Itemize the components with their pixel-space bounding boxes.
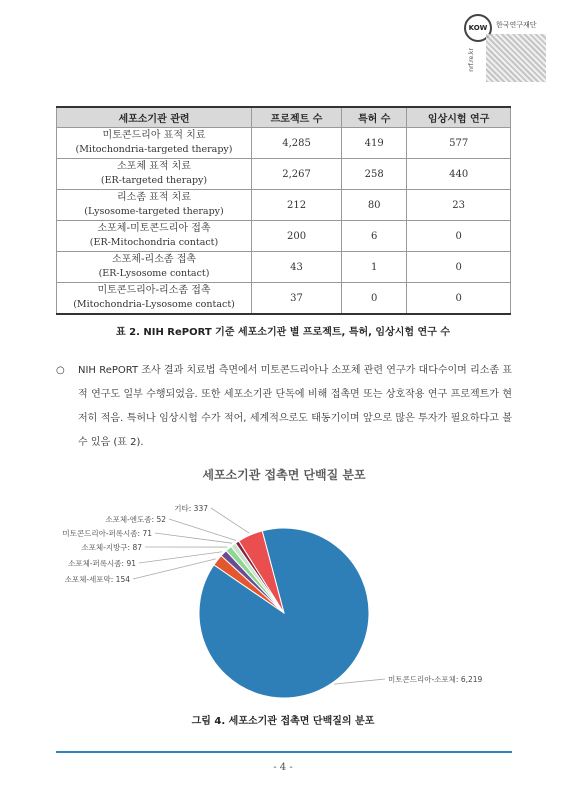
organelle-table xyxy=(56,106,511,315)
patents-cell: 0 xyxy=(342,283,407,315)
organelle-name-ko: 리소좀 표적 치료 xyxy=(117,192,191,203)
patents-cell: 419 xyxy=(342,128,407,159)
table-header-cell: 프로젝트 수 xyxy=(252,107,342,128)
pie-slice-label: 소포체-세포막: 154 xyxy=(64,575,130,584)
projects-cell: 200 xyxy=(252,221,342,252)
organelle-name-ko: 미토콘드리아 표적 치료 xyxy=(102,130,206,141)
patents-cell: 6 xyxy=(342,221,407,252)
pie-leader-line xyxy=(169,519,236,540)
table-header-cell: 세포소기관 관련 xyxy=(57,107,252,128)
pie-leader-line xyxy=(139,552,222,563)
figure-caption: 그림 4. 세포소기관 접촉면 단백질의 분포 xyxy=(191,716,375,727)
organelle-name-cell xyxy=(57,283,252,315)
org-name: 한국연구재단 xyxy=(496,21,537,29)
pie-chart xyxy=(56,458,512,708)
pie-chart-panel xyxy=(56,458,512,708)
organelle-name-ko: 미토콘드리아-리소좀 접촉 xyxy=(97,285,211,296)
patents-cell: 1 xyxy=(342,252,407,283)
pie-slice-label: 미토콘드리아-퍼록시좀: 71 xyxy=(62,529,152,538)
patents-cell: 80 xyxy=(342,190,407,221)
projects-cell: 37 xyxy=(252,283,342,315)
organelle-name-ko: 소포체-리소좀 접촉 xyxy=(111,254,197,265)
organelle-name-cell xyxy=(57,128,252,159)
pie-slice-label: 소포체-지방구: 87 xyxy=(81,543,142,552)
trials-cell: 23 xyxy=(407,190,511,221)
organelle-name-ko: 소포체-미토콘드리아 접촉 xyxy=(97,223,211,234)
logo-text: KOW xyxy=(468,24,488,32)
table-header-cell: 특허 수 xyxy=(342,107,407,128)
patents-cell: 258 xyxy=(342,159,407,190)
projects-cell: 2,267 xyxy=(252,159,342,190)
table-row xyxy=(57,221,511,252)
organelle-name-cell xyxy=(57,252,252,283)
qr-code-icon xyxy=(486,34,546,82)
pie-slice-label: 기타: 337 xyxy=(174,504,208,513)
table-row xyxy=(57,159,511,190)
paragraph-text: NIH RePORT 조사 결과 치료법 측면에서 미토콘드리아나 소포체 관련 연구가 대다수이며 리소좀 표적 연구도 일부 수행되었음. 또한 세포소기관 단독에 비해 접촉면 또는 상호작용 연구 프로젝트가 현저히 적음. 특허나 임상시험 수가 적어, 세계적으로도 태동기이며 앞으로 많은 투자가 필요하다고 볼 수 있음 (표 2). xyxy=(78,365,512,448)
chart-title: 세포소기관 접촉면 단백질 분포 xyxy=(202,468,366,482)
trials-cell: 577 xyxy=(407,128,511,159)
projects-cell: 43 xyxy=(252,252,342,283)
pie-leader-line xyxy=(211,508,249,533)
organelle-name-en: (ER-Lysosome contact) xyxy=(98,268,210,279)
pie-slice-label: 미토콘드리아-소포체: 6,219 xyxy=(388,675,483,684)
trials-cell: 0 xyxy=(407,283,511,315)
pie-slice-label: 소포체-퍼록시좀: 91 xyxy=(68,559,136,568)
projects-cell: 4,285 xyxy=(252,128,342,159)
table-row xyxy=(57,283,511,315)
pie-leader-line xyxy=(155,533,232,543)
header-logo xyxy=(462,12,550,84)
trials-cell: 0 xyxy=(407,252,511,283)
organelle-name-en: (Lysosome-targeted therapy) xyxy=(84,206,224,217)
organelle-name-ko: 소포체 표적 치료 xyxy=(117,161,191,172)
trials-cell: 440 xyxy=(407,159,511,190)
table-caption: 표 2. NIH RePORT 기준 세포소기관 별 프로젝트, 특허, 임상시험 연구 수 xyxy=(115,327,450,338)
footer-divider xyxy=(56,751,512,753)
organelle-name-cell xyxy=(57,221,252,252)
organelle-name-cell xyxy=(57,190,252,221)
pie-leader-line xyxy=(334,679,385,684)
organelle-name-en: (ER-targeted therapy) xyxy=(100,175,208,186)
trials-cell: 0 xyxy=(407,221,511,252)
table-row xyxy=(57,128,511,159)
organelle-name-en: (ER-Mitochondria contact) xyxy=(89,237,219,248)
body-paragraph xyxy=(56,359,512,455)
page-number: - 4 - xyxy=(273,762,293,773)
organelle-name-en: (Mitochondria-targeted therapy) xyxy=(75,144,233,155)
organelle-name-cell xyxy=(57,159,252,190)
table-header-cell: 임상시험 연구 xyxy=(407,107,511,128)
organelle-name-en: (Mitochondria-Lysosome contact) xyxy=(73,299,235,310)
logo-vertical-text: nrf.re.kr xyxy=(468,48,475,72)
table-row xyxy=(57,252,511,283)
pie-slice-label: 소포체-엔도좀: 52 xyxy=(105,515,166,524)
table-header-row xyxy=(57,107,511,128)
table-row xyxy=(57,190,511,221)
bullet-icon: ○ xyxy=(56,365,65,376)
projects-cell: 212 xyxy=(252,190,342,221)
